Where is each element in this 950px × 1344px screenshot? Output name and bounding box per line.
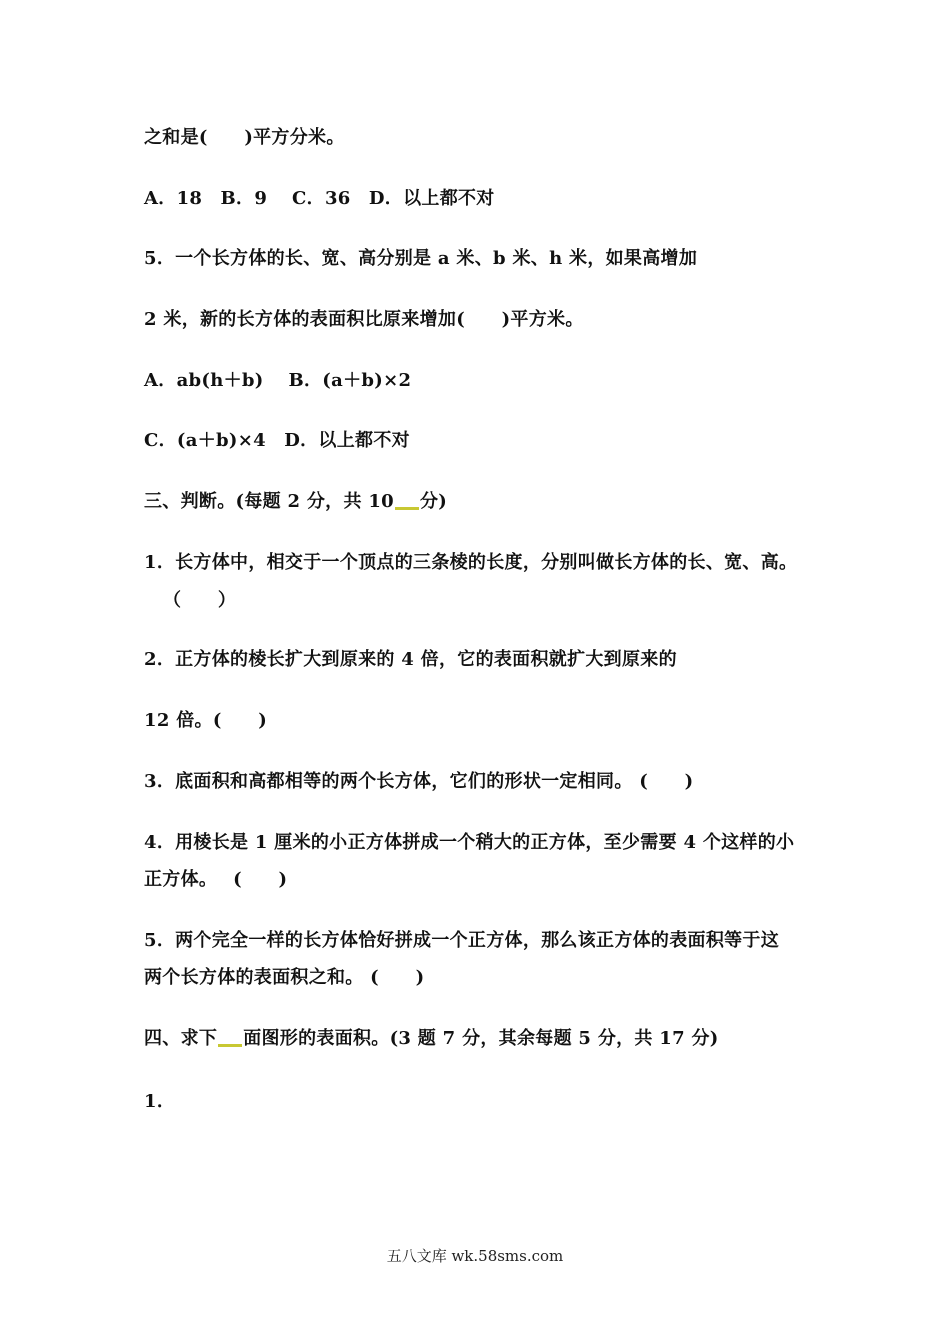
heading-text: 分)	[420, 491, 448, 512]
text-line: 2 米，新的长方体的表面积比原来增加( )平方米。	[144, 309, 584, 330]
section-heading-3	[144, 490, 447, 514]
answer-blank: （ ）	[163, 590, 237, 611]
heading-text: 四、求下	[144, 1028, 218, 1049]
judgment-5: 5．两个完全一样的长方体恰好拼成一个正方体，那么该正方体的表面积等于这	[144, 930, 780, 951]
section-heading-4	[144, 1027, 719, 1051]
heading-text: 三、判断。(每题 2 分，共 10	[144, 491, 394, 512]
text-line: 正方体。 ( )	[144, 869, 288, 890]
judgment-4: 4．用棱长是 1 厘米的小正方体拼成一个稍大的正方体，至少需要 4 个这样的小	[144, 832, 795, 853]
judgment-2: 2．正方体的棱长扩大到原来的 4 倍，它的表面积就扩大到原来的	[144, 649, 677, 670]
highlight-mark	[218, 1044, 242, 1047]
text-line: 12 倍。( )	[144, 710, 268, 731]
judgment-1: 1．长方体中，相交于一个顶点的三条棱的长度，分别叫做长方体的长、宽、高。	[144, 552, 798, 573]
text-line: 两个长方体的表面积之和。 ( )	[144, 967, 425, 988]
judgment-3: 3．底面积和高都相等的两个长方体，它们的形状一定相同。 ( )	[144, 771, 694, 792]
text-line: 之和是( )平方分米。	[144, 127, 345, 148]
answer-options: C．(a＋b)×4 D．以上都不对	[144, 430, 410, 451]
answer-options: A．ab(h＋b) B．(a＋b)×2	[144, 370, 412, 391]
heading-text: 面图形的表面积。(3 题 7 分，其余每题 5 分，共 17 分)	[243, 1028, 719, 1049]
answer-options: A．18 B．9 C．36 D．以上都不对	[144, 188, 495, 209]
problem-1: 1．	[144, 1091, 176, 1112]
footer-watermark: 五八文库 wk.58sms.com	[386, 1247, 564, 1265]
question-5: 5．一个长方体的长、宽、高分别是 a 米、b 米、h 米，如果高增加	[144, 248, 698, 269]
highlight-mark	[395, 507, 419, 510]
